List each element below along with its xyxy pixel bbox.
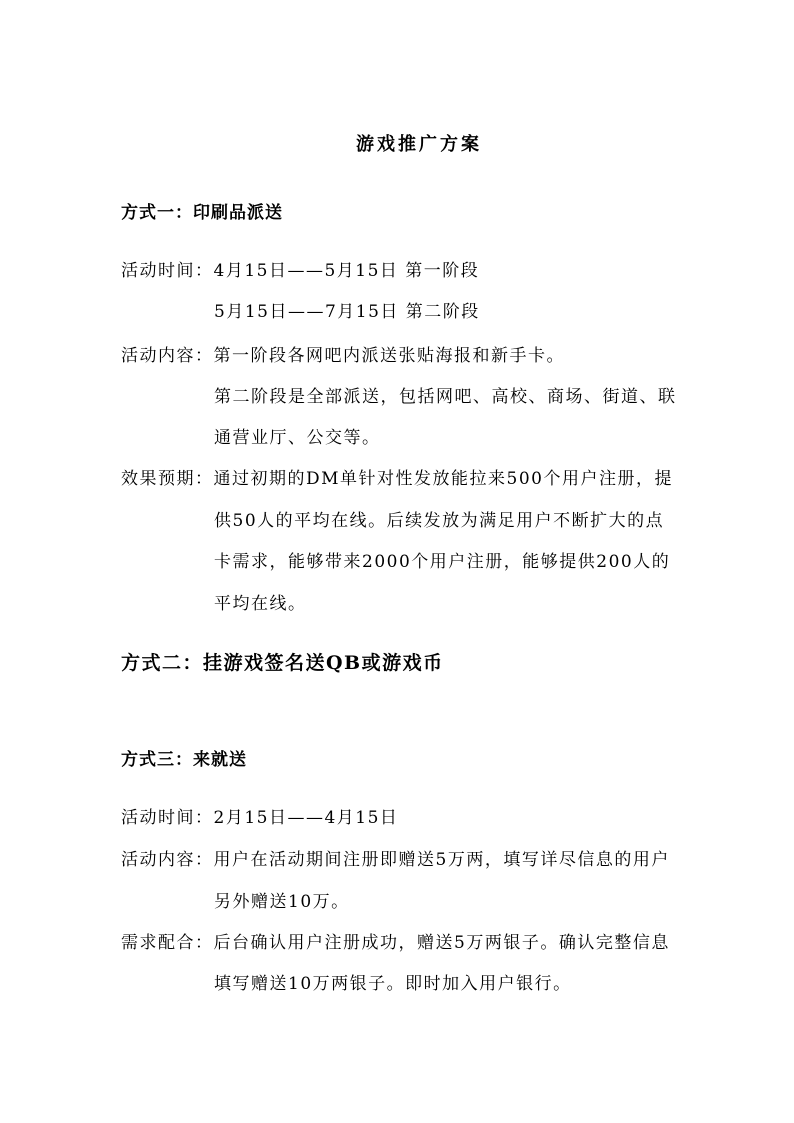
- section-3-activity-content-2: 另外赠送10万。: [214, 892, 350, 912]
- document-title: 游戏推广方案: [356, 134, 482, 155]
- section-3-requirements: 需求配合：后台确认用户注册成功，赠送5万两银子。确认完整信息: [121, 933, 670, 953]
- section-3-requirements-2: 填写赠送10万两银子。即时加入用户银行。: [214, 974, 572, 994]
- section-1-expected-effect-2: 供50人的平均在线。后续发放为满足用户不断扩大的点: [214, 511, 665, 531]
- section-2-heading: 方式二：挂游戏签名送QB或游戏币: [121, 652, 444, 674]
- section-1-expected-effect-3: 卡需求，能够带来2000个用户注册，能够提供200人的: [214, 552, 671, 572]
- section-1-expected-effect: 效果预期：通过初期的DM单针对性发放能拉来500个用户注册，提: [121, 469, 673, 489]
- section-1-activity-content: 活动内容：第一阶段各网吧内派送张贴海报和新手卡。: [121, 346, 565, 366]
- section-3-activity-time: 活动时间：2月15日——4月15日: [121, 808, 399, 828]
- section-3-heading: 方式三：来就送: [121, 750, 247, 770]
- section-1-expected-effect-4: 平均在线。: [214, 594, 307, 614]
- section-3-activity-content: 活动内容：用户在活动期间注册即赠送5万两，填写详尽信息的用户: [121, 850, 670, 870]
- section-1-activity-content-3: 通营业厅、公交等。: [214, 428, 381, 448]
- section-1-activity-content-2: 第二阶段是全部派送，包括网吧、高校、商场、街道、联: [214, 387, 677, 407]
- section-1-activity-time-2: 5月15日——7月15日 第二阶段: [214, 302, 480, 322]
- section-1-activity-time: 活动时间：4月15日——5月15日 第一阶段: [121, 261, 480, 281]
- section-1-heading: 方式一：印刷品派送: [121, 203, 283, 223]
